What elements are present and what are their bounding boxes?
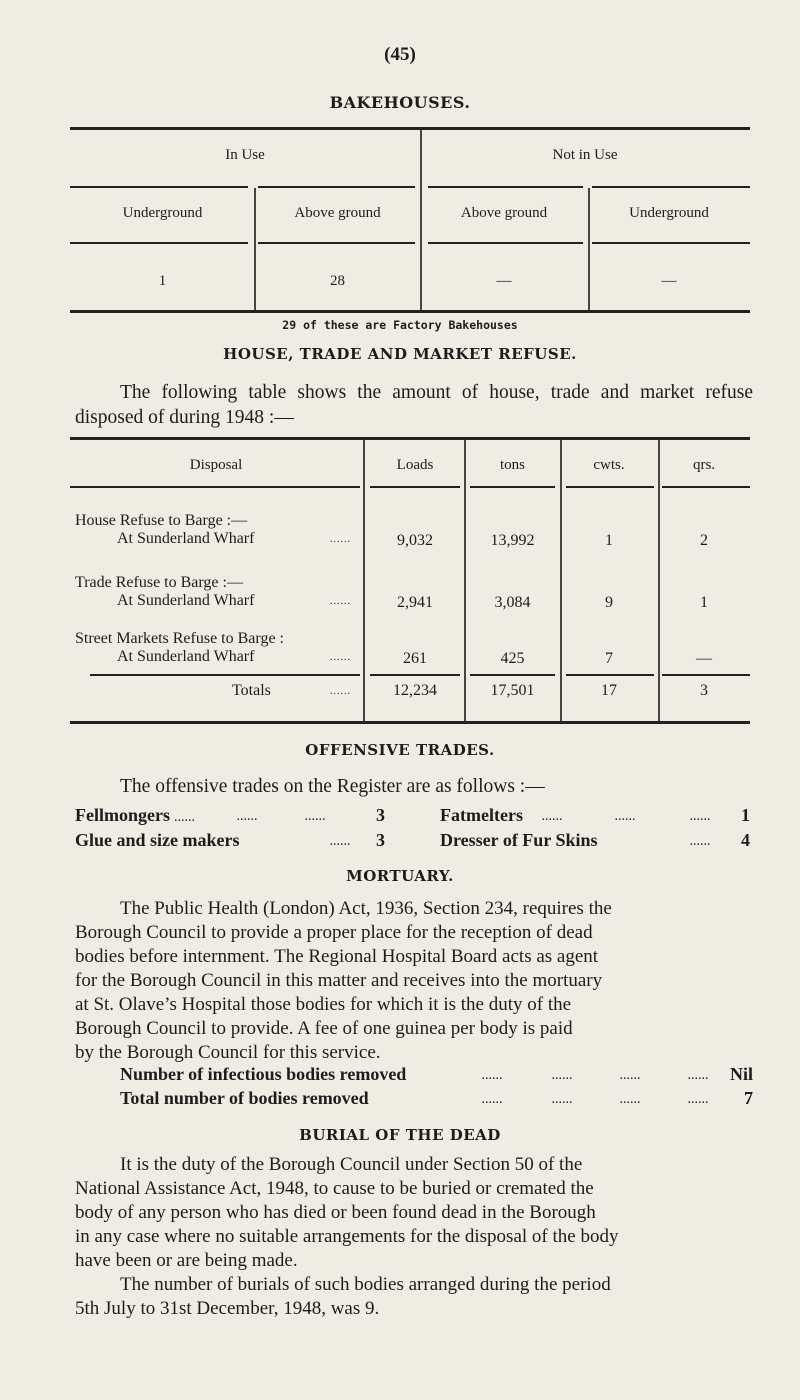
row-qrs: —	[696, 650, 712, 667]
value-above-in-use: 28	[330, 273, 345, 289]
trade-name: Fellmongers	[75, 805, 170, 825]
list-item	[440, 805, 750, 826]
header-underground-1: Underground	[122, 205, 203, 221]
text-line: bodies before internment. The Regional Hospital Board acts as agent	[75, 946, 599, 967]
trade-count: 3	[376, 830, 385, 850]
stat-infectious-bodies	[120, 1064, 753, 1085]
trade-count: 3	[376, 805, 385, 825]
totals-qrs: 3	[700, 682, 708, 699]
row-cwts: 7	[605, 650, 613, 667]
value-underground-not-in-use: —	[661, 273, 677, 289]
row-label-line2: At Sunderland Wharf	[117, 592, 255, 609]
stat-label: Number of infectious bodies removed	[120, 1064, 407, 1084]
leader-dots: ......	[482, 1095, 503, 1106]
refuse-intro: The following table shows the amount of house, trade and market refuse disposed of during 1948 :—	[75, 382, 753, 428]
header-qrs: qrs.	[692, 457, 716, 473]
text-line: at St. Olave’s Hospital those bodies for which it is the duty of the	[75, 994, 572, 1015]
leader-dots: ......	[330, 837, 351, 848]
header-tons: tons	[499, 457, 525, 473]
leader-dots: ......	[552, 1095, 573, 1106]
leader-dots: ......	[330, 534, 351, 545]
value-underground-in-use: 1	[158, 273, 167, 289]
leader-dots: ......	[330, 686, 351, 697]
totals-tons: 17,501	[490, 682, 535, 699]
text-line: body of any person who has died or been found dead in the Borough	[75, 1202, 596, 1223]
trade-name: Dresser of Fur Skins	[440, 830, 598, 850]
row-tons: 425	[500, 650, 525, 667]
leader-dots: ......	[237, 812, 258, 823]
leader-dots: ......	[615, 812, 636, 823]
leader-dots: ......	[620, 1071, 641, 1082]
leader-dots: ......	[305, 812, 326, 823]
bakehouses-note: 29 of these are Factory Bakehouses	[282, 318, 518, 332]
offensive-title: OFFENSIVE TRADES.	[305, 741, 495, 759]
row-loads: 2,941	[397, 594, 433, 611]
row-label-line1: Trade Refuse to Barge :—	[75, 574, 243, 591]
row-qrs: 1	[700, 594, 708, 611]
burial-title: BURIAL OF THE DEAD	[299, 1126, 501, 1144]
totals-cwts: 17	[601, 682, 617, 699]
text-line: The number of burials of such bodies arranged during the period	[120, 1274, 611, 1295]
list-item	[75, 830, 385, 851]
text-line: by the Borough Council for this service.	[75, 1042, 381, 1063]
header-underground-2: Underground	[629, 205, 709, 221]
leader-dots: ......	[690, 812, 711, 823]
leader-dots: ......	[690, 837, 711, 848]
row-label-line1: Street Markets Refuse to Barge :	[75, 630, 284, 647]
row-loads: 261	[403, 650, 427, 667]
text-line: Borough Council to provide a proper place for the reception of dead	[75, 922, 593, 943]
value-above-not-in-use: —	[496, 273, 512, 289]
list-item	[440, 830, 750, 851]
text-line: The Public Health (London) Act, 1936, Section 234, requires the	[120, 898, 612, 919]
text-line: Borough Council to provide. A fee of one guinea per body is paid	[75, 1018, 573, 1039]
header-loads: Loads	[396, 457, 434, 473]
header-above-2: Above ground	[460, 205, 548, 221]
totals-loads: 12,234	[393, 682, 437, 699]
trade-name: Glue and size makers	[75, 830, 240, 850]
refuse-title: HOUSE, TRADE AND MARKET REFUSE.	[223, 345, 577, 363]
text-line: National Assistance Act, 1948, to cause to be buried or cremated the	[75, 1178, 594, 1199]
trade-count: 1	[741, 805, 750, 825]
text-line: in any case where no suitable arrangements for the disposal of the body	[75, 1226, 619, 1247]
stat-value: 7	[744, 1088, 753, 1108]
leader-dots: ......	[174, 813, 196, 824]
header-cwts: cwts.	[593, 457, 625, 473]
totals-label: Totals	[232, 682, 271, 699]
leader-dots: ......	[552, 1071, 573, 1082]
leader-dots: ......	[688, 1095, 709, 1106]
stat-value: Nil	[729, 1064, 753, 1084]
row-loads: 9,032	[397, 532, 433, 549]
row-label-line2: At Sunderland Wharf	[117, 530, 255, 547]
text-line: 5th July to 31st December, 1948, was 9.	[75, 1298, 380, 1319]
leader-dots: ......	[688, 1071, 709, 1082]
stat-total-bodies	[120, 1088, 753, 1109]
header-above-1: Above ground	[294, 205, 381, 221]
row-label-line1: House Refuse to Barge :—	[75, 512, 248, 529]
list-item	[75, 805, 385, 826]
row-tons: 3,084	[494, 594, 531, 611]
header-disposal: Disposal	[189, 457, 243, 473]
leader-dots: ......	[542, 812, 563, 823]
leader-dots: ......	[620, 1095, 641, 1106]
header-not-in-use: Not in Use	[552, 147, 618, 163]
text-line: for the Borough Council in this matter and receives into the mortuary	[75, 970, 603, 991]
header-in-use: In Use	[225, 147, 265, 163]
leader-dots: ......	[330, 652, 351, 663]
row-cwts: 9	[605, 594, 613, 611]
text-line: It is the duty of the Borough Council under Section 50 of the	[120, 1154, 583, 1175]
mortuary-title: MORTUARY.	[346, 867, 454, 885]
trade-name: Fatmelters	[440, 805, 523, 825]
stat-label: Total number of bodies removed	[120, 1088, 369, 1108]
row-label-line2: At Sunderland Wharf	[117, 648, 255, 665]
text-line: have been or are being made.	[75, 1250, 298, 1271]
page-number: (45)	[384, 44, 416, 65]
leader-dots: ......	[482, 1071, 503, 1082]
row-tons: 13,992	[490, 532, 535, 549]
trade-count: 4	[741, 830, 750, 850]
row-cwts: 1	[605, 532, 613, 549]
bakehouses-title: BAKEHOUSES.	[329, 93, 471, 112]
leader-dots: ......	[330, 596, 351, 607]
offensive-intro: The offensive trades on the Register are as follows :—	[120, 776, 545, 797]
row-qrs: 2	[700, 532, 708, 549]
